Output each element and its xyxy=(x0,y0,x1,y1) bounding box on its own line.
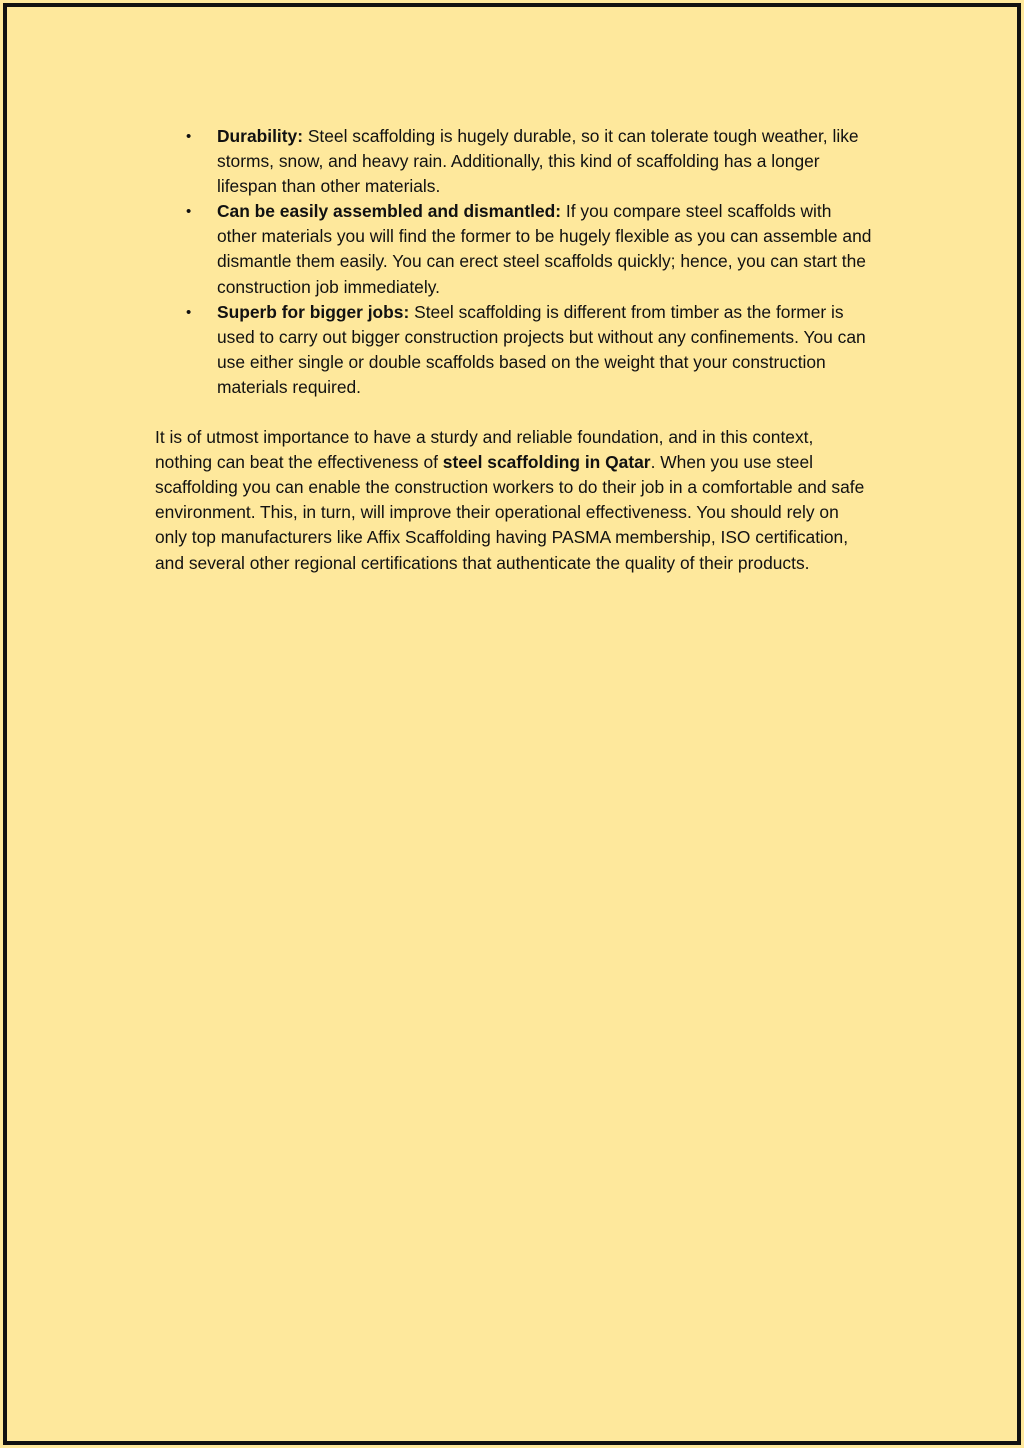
bullet-text: Steel scaffolding is different from timber as the former is used to carry out bigger construction projects but without any confinements. You can use either single or double scaffolds based on the weight that your construction materials required. xyxy=(217,301,866,397)
bullet-icon: • xyxy=(186,203,192,221)
paragraph-emphasis: steel scaffolding in Qatar xyxy=(442,452,651,473)
bullet-term: Can be easily assembled and dismantled: xyxy=(217,201,562,222)
bullet-term: Durability: xyxy=(217,126,303,146)
list-item xyxy=(155,300,875,400)
document-body xyxy=(155,124,875,576)
benefits-list xyxy=(155,124,875,400)
paragraph-text-start: It is of utmost importance to have a sturdy and reliable foundation, and in this context, nothing can beat the effectiveness of xyxy=(155,427,814,473)
bullet-text: If you compare steel scaffolds with other materials you will find the former to be hugely flexible as you can assemble and dismantle them easily. You can erect steel scaffolds quickly; hence, you can start the construction job immediately. xyxy=(217,201,872,297)
bullet-term: Superb for bigger jobs: xyxy=(217,301,410,322)
list-item xyxy=(155,124,875,199)
bullet-text: Steel scaffolding is hugely durable, so it can tolerate tough weather, like storms, snow, and heavy rain. Additionally, this kind of scaffolding has a longer lifespan than other materials. xyxy=(217,126,859,197)
list-item xyxy=(155,199,875,299)
body-paragraph xyxy=(155,425,875,576)
bullet-icon: • xyxy=(186,128,192,145)
bullet-icon: • xyxy=(186,303,192,321)
paragraph-text-end: . When you use steel scaffolding you can enable the construction workers to do their job in a comfortable and safe environment. This, in turn, will improve their operational effectiveness. You should rely on only top manufacturers like Affix Scaffolding having PASMA membership, ISO certification, and several other regional certifications that authenticate the quality of their products. xyxy=(155,452,865,573)
